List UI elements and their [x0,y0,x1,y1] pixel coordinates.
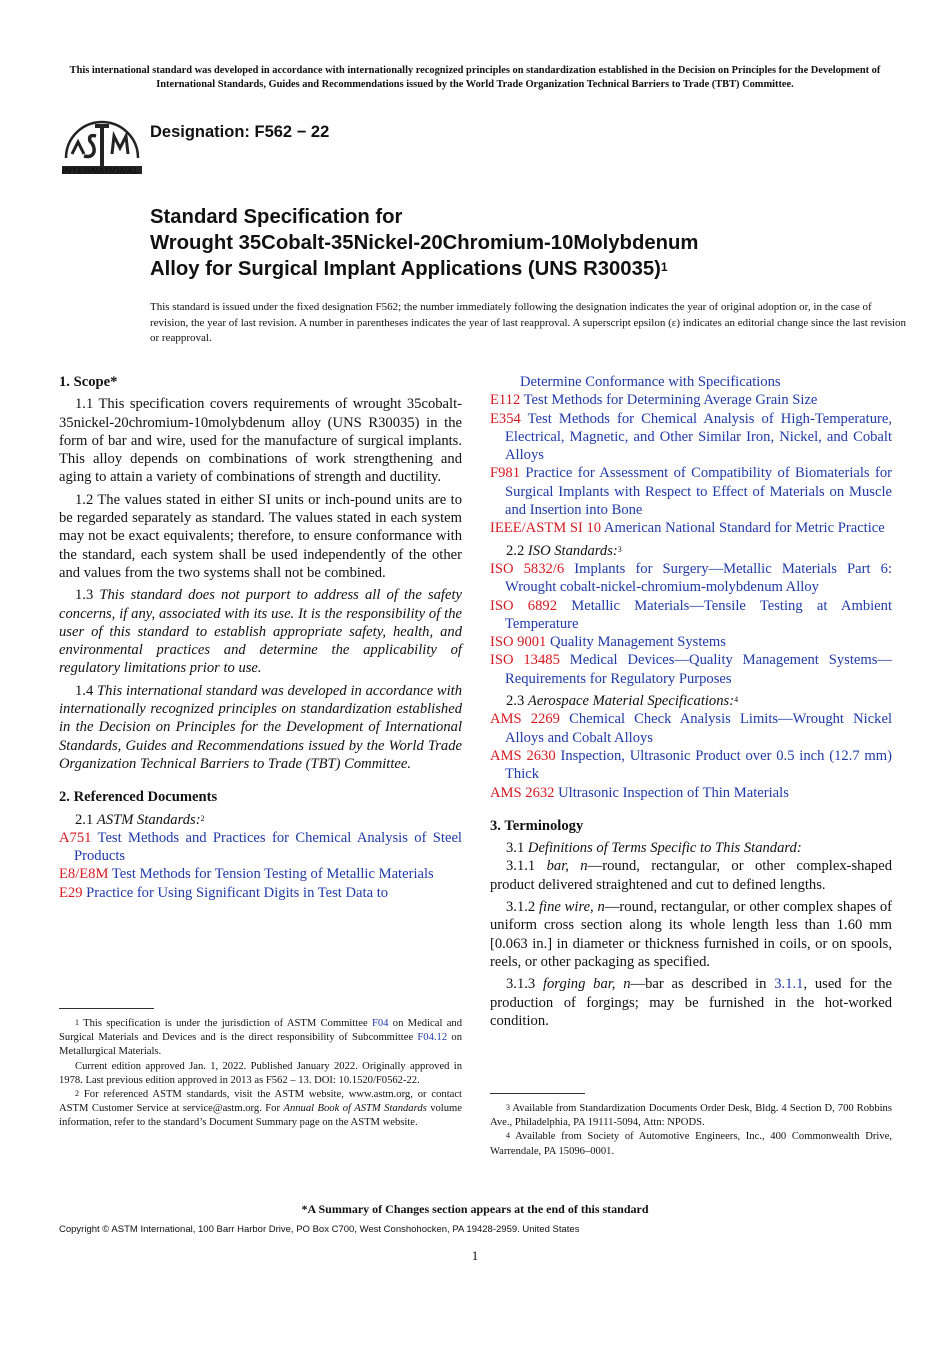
footnote-2: $^2$ For referenced ASTM standards, visit the ASTM website, www.astm.org, or contact ASTM Customer Service at service@astm.org. For Annual Book of ASTM Standards volume information, refer to the standard’s Document Summary page on the ASTM website. [59,1089,462,1129]
subcommittee-link[interactable]: F04.12 [417,1032,448,1044]
ref-item[interactable]: F981 Practice for Assessment of Compatibility of Biomaterials for Surgical Implants with Respect to Effect of Materials on Muscle and Insertion into Bone [490,465,892,519]
ref-item[interactable]: E112 Test Methods for Determining Average Grain Size [490,392,818,409]
left-footnotes [59,1008,462,1131]
ref-item[interactable]: E354 Test Methods for Chemical Analysis of High-Temperature, Electrical, Magnetic, and Other Similar Iron, Nickel, and Cobalt Alloys [490,410,892,464]
terminology-heading: 3. Terminology [490,817,584,834]
left-column [59,373,462,902]
footnote-3: $^3$ Available from Standardization Documents Order Desk, Bldg. 4 Section D, 700 Robbins Ave., Philadelphia, PA 19111-5094, Attn: NPODS. [490,1103,892,1129]
ref-item[interactable]: A751 Test Methods and Practices for Chemical Analysis of Steel Products [59,829,462,865]
scope-1-1: 1.1 This specification covers requirements of wrought 35cobalt-35nickel-20chromium-10molybdenum alloy (UNS R30035) in the form of bar and wire, used for the manufacture of surgical implants. This alloy depends on combinations of work strengthening and aging to attain a variety of combinations of strength and ductility. [59,396,462,486]
ref-item[interactable]: ISO 9001 Quality Management Systems [490,634,726,651]
term-3-1-1: 3.1.1 bar, n—round, rectangular, or other complex-shaped product delivered straightened and cut to defined lengths. [490,858,892,893]
right-column-refs [490,373,892,1030]
document-title [150,204,910,282]
committee-link[interactable]: F04 [371,1018,389,1029]
footnote-1-edition: Current edition approved Jan. 1, 2022. Published January 2022. Originally approved in 1978. Last previous edition approved in 2013 as F562 – 13. DOI: 10.1520/F0562-22. [59,1060,462,1086]
summary-note: *A Summary of Changes section appears at the end of this standard [301,1202,649,1216]
term-3-1: 3.1 Definitions of Terms Specific to This Standard: [506,840,802,857]
ref-item[interactable]: AMS 2269 Chemical Check Analysis Limits—Wrought Nickel Alloys and Cobalt Alloys [490,711,892,746]
scope-1-3: 1.3 This standard does not purport to address all of the safety concerns, if any, associated with its use. It is the responsibility of the user of this standard to establish appropriate safety, health, and environmental practices and determine the applicability of regulatory limitations prior to use. [59,587,462,677]
ref-item[interactable]: IEEE/ASTM SI 10 American National Standard for Metric Practice [490,520,885,537]
scope-heading: 1. Scope* [59,374,118,390]
scope-1-4: 1.4 This international standard was developed in accordance with internationally recognized principles on standardization established in the Decision on Principles for the Development of International Standards, Guides and Recommendations issued by the World Trade Organization Technical Barriers to Trade (TBT) Committee. [59,682,463,772]
ref-item[interactable]: ISO 13485 Medical Devices—Quality Management Systems—Requirements for Regulatory Purposes [490,652,892,687]
ref-continuation[interactable]: Determine Conformance with Specifications [520,374,781,390]
ref-item[interactable]: E8/E8M Test Methods for Tension Testing of Metallic Materials [59,866,434,883]
section-link[interactable]: 3.1.1 [774,976,804,993]
ref-item[interactable]: ISO 6892 Metallic Materials—Tensile Testing at Ambient Temperature [490,597,892,632]
page-number: 1 [471,1248,479,1263]
term-3-1-2: 3.1.2 fine wire, n—round, rectangular, or other complex shapes of uniform cross section along its whole length less than 1.60 mm [0.063 in.] in diameter or thickness furnished in coils, or on spools, reels, or other packaging as specified. [490,899,892,970]
ref-item[interactable]: ISO 5832/6 Implants for Surgery—Metallic Materials Part 6: Wrought cobalt-nickel-chromium-molybdenum Alloy [490,560,892,596]
ams-label: 2.3 Aerospace Material Specifications:$^4$ [506,693,739,710]
astm-standards-label: 2.1 ASTM Standards:$^2$ [75,811,205,828]
title-line-2: Wrought 35Cobalt-35Nickel-20Chromium-10Molybdenum [150,232,699,254]
footnote-1: $^1$ This specification is under the jurisdiction of ASTM Committee F04 on Medical and Surgical Materials and Devices and is the direct responsibility of Subcommittee F04.12 on Metallurgical Materials. [59,1018,462,1058]
term-3-1-3: 3.1.3 forging bar, n—bar as described in 3.1.1, used for the production of forgings; may be furnished in the hot-worked condition. [490,976,892,1029]
designation: Designation: F562 − 22 [150,123,330,141]
title-line-3: Alloy for Surgical Implant Applications (UNS R30035)$^1$ [150,258,668,280]
scope-1-2: 1.2 The values stated in either SI units or inch-pound units are to be regarded separately as standard. The values stated in each system may not be exact equivalents; therefore, to ensure conformance with the standard, each system shall be used independently of the other and values from the two systems shall not be combined. [59,491,462,581]
title-footnote-mark: 1 [660,260,668,274]
footnote-4: $^4$ Available from Society of Automotive Engineers, Inc., 400 Commonwealth Drive, Warrendale, PA 15096–0001. [490,1131,892,1157]
refs-heading: 2. Referenced Documents [59,789,218,806]
ref-item[interactable]: AMS 2630 Inspection, Ultrasonic Product over 0.5 inch (12.7 mm) Thick [490,747,892,783]
ref-item[interactable]: AMS 2632 Ultrasonic Inspection of Thin Materials [490,784,789,801]
logo-text: INTERNATIONAL [62,166,139,177]
title-line-1: Standard Specification for [150,206,403,228]
issued-note: This standard is issued under the fixed designation F562; the number immediately following the designation indicates the year of original adoption or, in the case of revision, the year of last revision. A number in parentheses indicates the year of last reapproval. A superscript epsilon (ε) indicates an editorial change since the last revision or reapproval. [150,301,907,344]
ref-item[interactable]: E29 Practice for Using Significant Digits in Test Data to [59,884,389,901]
top-notice: This international standard was developed in accordance with internationally recognized principles on standardization established in the Decision on Principles for the Development of International Standards, Guides and Recommendations issued by the World Trade Organization Technical Barriers to Trade (TBT) Committee. [69,65,881,90]
iso-standards-label: 2.2 ISO Standards:$^3$ [506,542,622,559]
right-footnotes [490,1093,892,1159]
copyright: Copyright © ASTM International, 100 Barr Harbor Drive, PO Box C700, West Conshohocken, PA 19428-2959. United States [59,1224,580,1235]
